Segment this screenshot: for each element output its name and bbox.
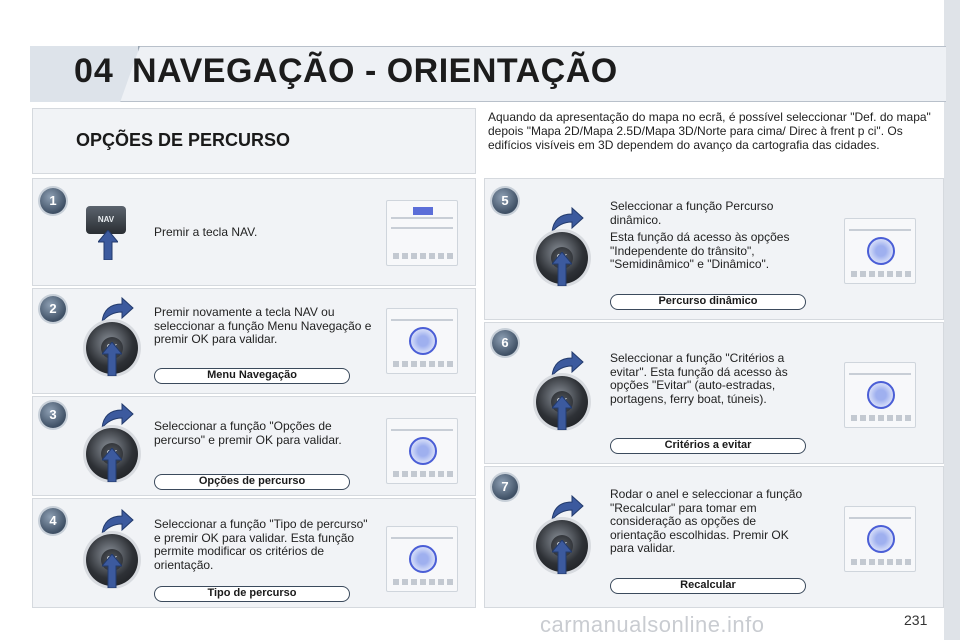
step-text-4: Seleccionar a função "Tipo de percurso" e premir OK para validar. Esta função permite modificar os critérios de orientação. xyxy=(154,517,368,572)
rotate-arrow-icon xyxy=(550,350,584,378)
step-text-5: Seleccionar a função Percurso dinâmico. Esta função dá acesso às opções "Independente do trânsito", "Semidinâmico" e "Dinâmico". xyxy=(610,199,790,271)
step-text-3: Seleccionar a função "Opções de percurso" e premir OK para validar. xyxy=(154,419,342,447)
up-arrow-icon xyxy=(552,252,572,286)
menu-option-pill: Menu Navegação xyxy=(154,368,350,384)
watermark: carmanualsonline.info xyxy=(540,612,765,637)
radio-unit-icon xyxy=(386,308,458,374)
chapter-number: 04 xyxy=(74,52,114,90)
page-title: NAVEGAÇÃO - ORIENTAÇÃO xyxy=(132,52,618,90)
intro-paragraph: Aquando da apresentação do mapa no ecrã, é possível seleccionar "Def. do mapa" depois "Mapa 2D/Mapa 2.5D/Mapa 3D/Norte para cima/ Direc à frent p ci". Os edifícios visíveis em 3D dependem do avanço da cartografia das cidades. xyxy=(488,110,931,152)
page-number: 231 xyxy=(904,612,928,628)
rotate-arrow-icon xyxy=(100,296,134,324)
up-arrow-icon xyxy=(98,230,118,260)
radio-unit-icon xyxy=(844,218,916,284)
step-text-2: Premir novamente a tecla NAV ou seleccionar a função Menu Navegação e premir OK para validar. xyxy=(154,305,372,346)
step-text-1: Premir a tecla NAV. xyxy=(154,225,258,239)
menu-option-pill: Recalcular xyxy=(610,578,806,594)
up-arrow-icon xyxy=(102,554,122,588)
up-arrow-icon xyxy=(552,396,572,430)
step-number-badge: 4 xyxy=(40,508,66,534)
up-arrow-icon xyxy=(102,342,122,376)
rotate-arrow-icon xyxy=(550,494,584,522)
radio-unit-icon xyxy=(844,506,916,572)
step-number-badge: 3 xyxy=(40,402,66,428)
radio-unit-icon xyxy=(844,362,916,428)
step-number-badge: 1 xyxy=(40,188,66,214)
rotate-arrow-icon xyxy=(100,402,134,430)
radio-unit-icon xyxy=(386,418,458,484)
right-sidebar-strip xyxy=(944,0,960,640)
step-number-badge: 2 xyxy=(40,296,66,322)
menu-option-pill: Opções de percurso xyxy=(154,474,350,490)
section-title: OPÇÕES DE PERCURSO xyxy=(76,130,291,150)
up-arrow-icon xyxy=(552,540,572,574)
step-number-badge: 6 xyxy=(492,330,518,356)
step-text-7: Rodar o anel e seleccionar a função "Recalcular" para tomar em consideração as opções de orientação escolhidas. Premir OK para validar. xyxy=(610,487,803,555)
rotate-arrow-icon xyxy=(550,206,584,234)
radio-unit-icon xyxy=(386,526,458,592)
rotate-arrow-icon xyxy=(100,508,134,536)
step-number-badge: 7 xyxy=(492,474,518,500)
menu-option-pill: Critérios a evitar xyxy=(610,438,806,454)
step-number-badge: 5 xyxy=(492,188,518,214)
nav-key-icon: NAV xyxy=(86,206,126,234)
radio-unit-icon xyxy=(386,200,458,266)
step-text-6: Seleccionar a função "Critérios a evitar". Esta função dá acesso às opções "Evitar" (auto-estradas, portagens, ferry boat, túneis). xyxy=(610,351,788,406)
menu-option-pill: Percurso dinâmico xyxy=(610,294,806,310)
up-arrow-icon xyxy=(102,448,122,482)
menu-option-pill: Tipo de percurso xyxy=(154,586,350,602)
